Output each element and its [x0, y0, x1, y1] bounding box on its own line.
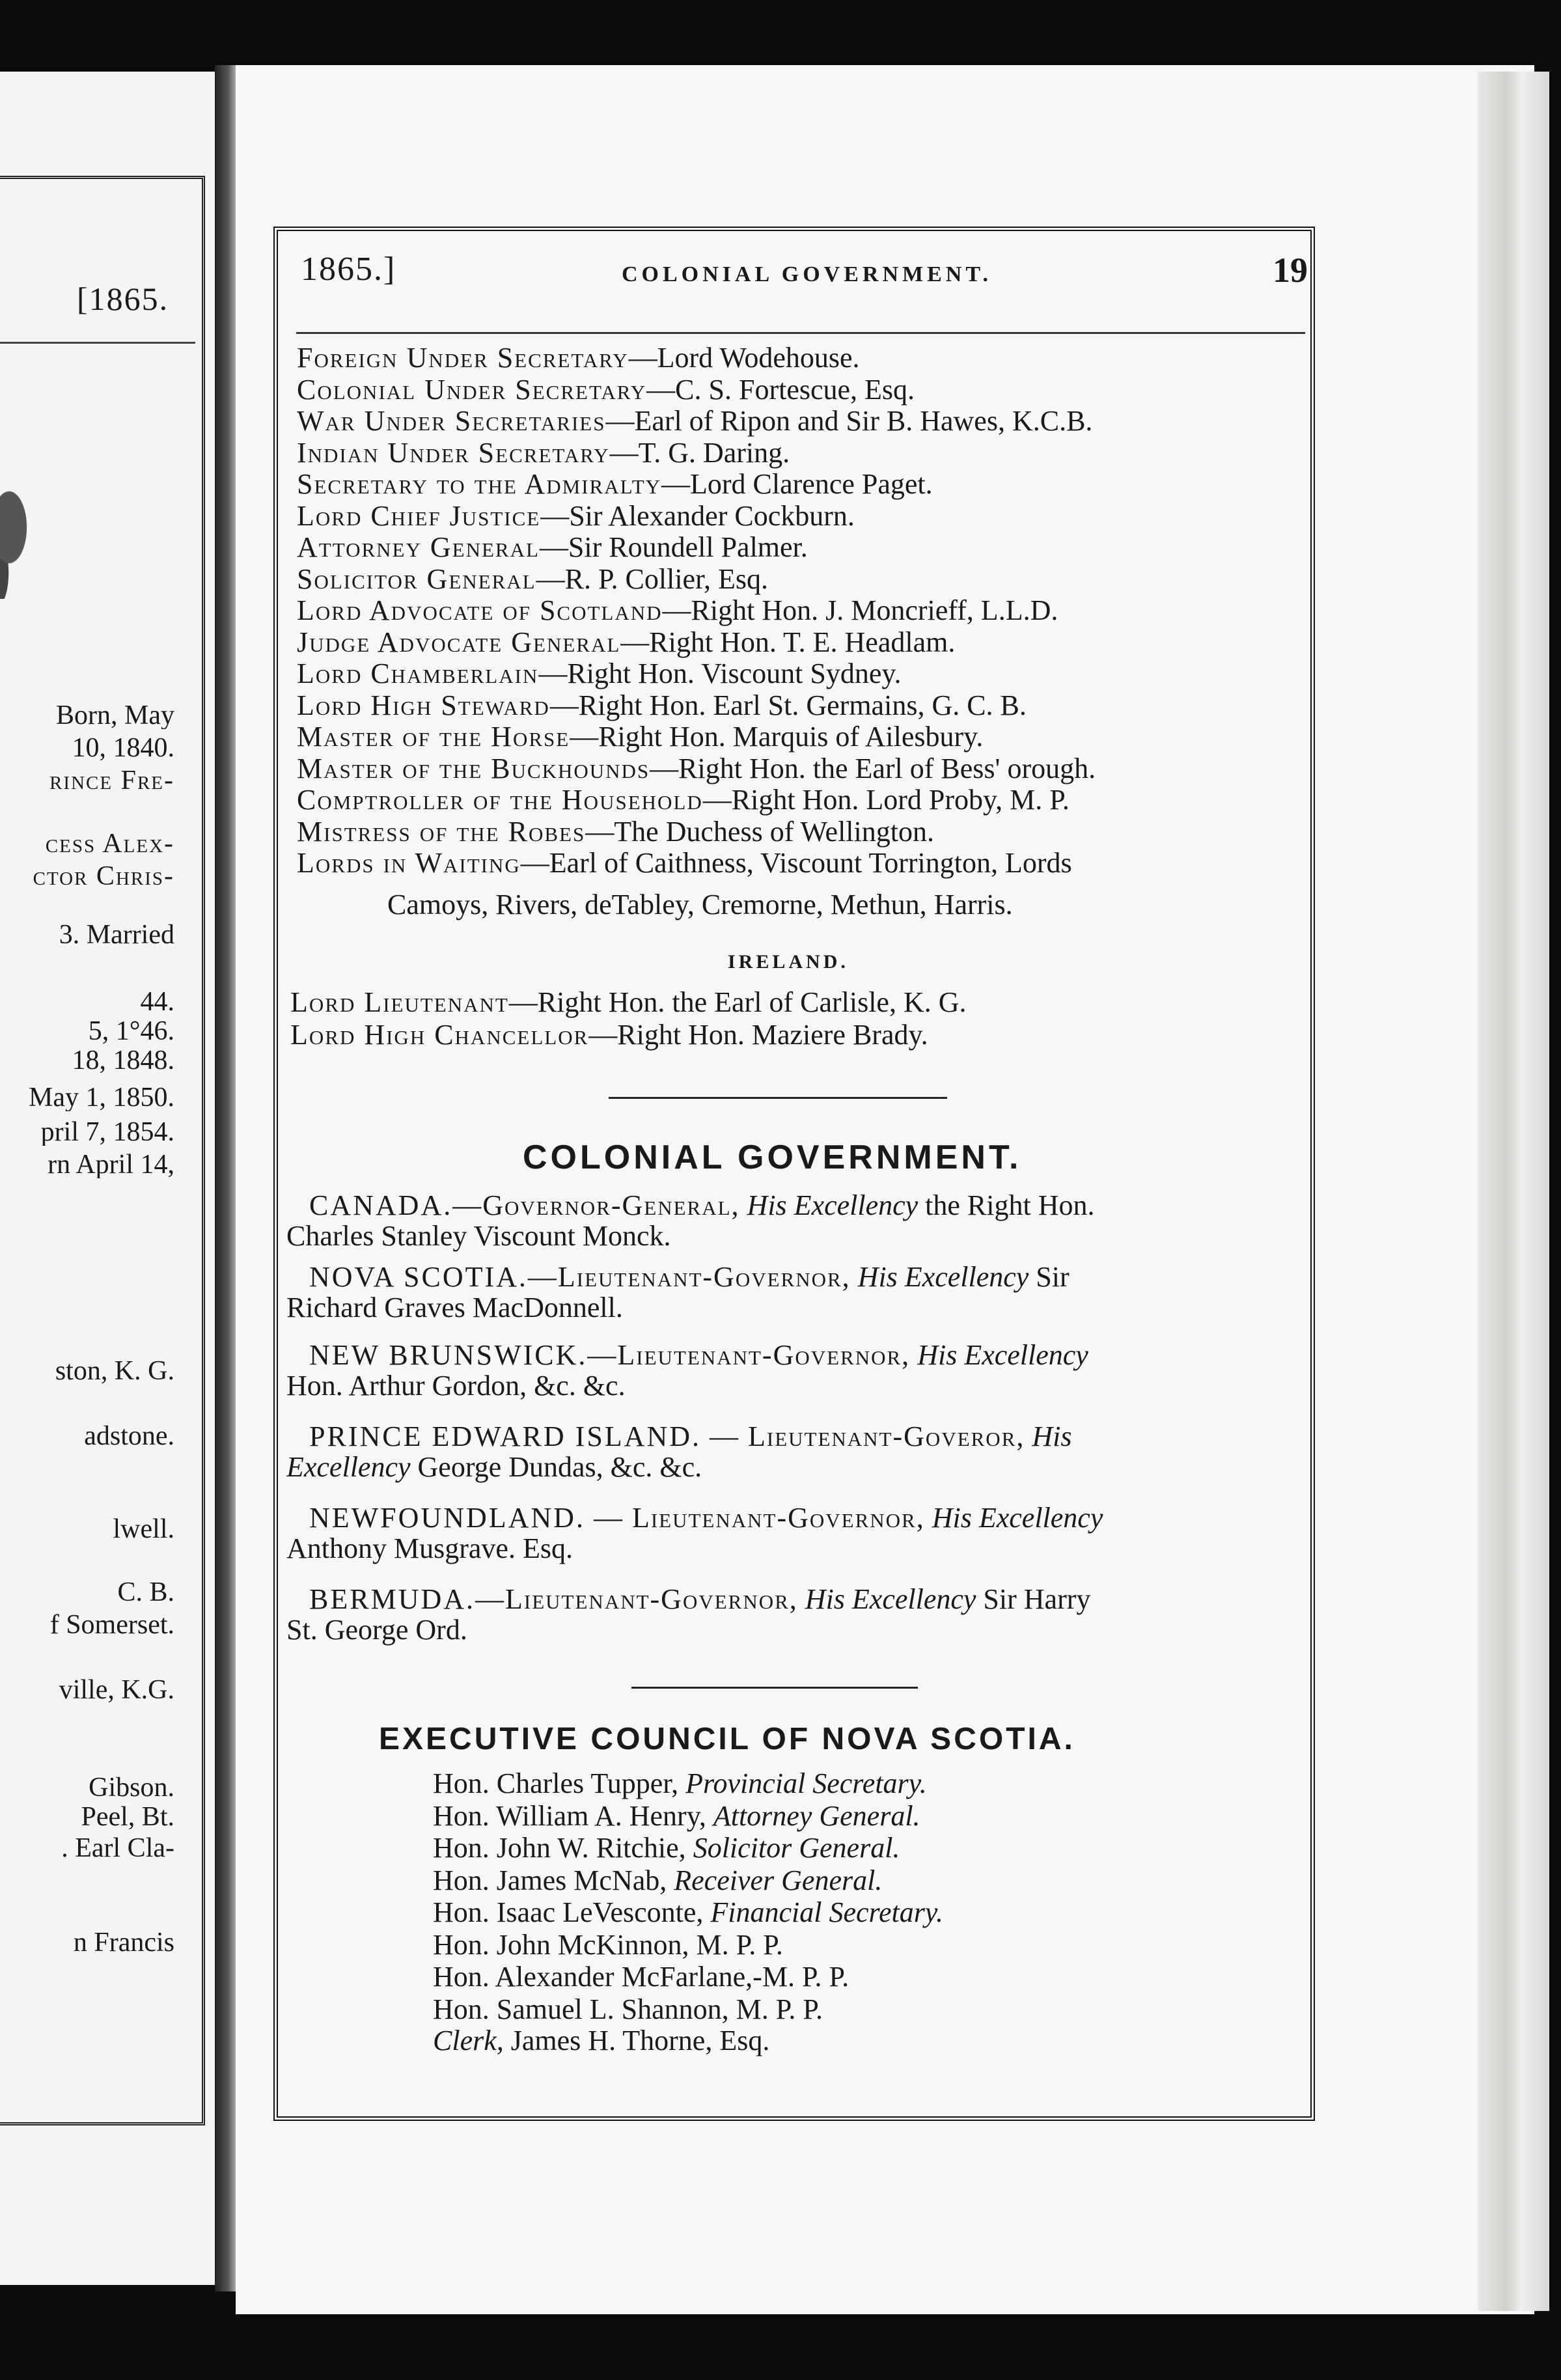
previous-page-line: n Francis	[73, 1929, 174, 1956]
member-role: Attorney General.	[713, 1800, 920, 1832]
council-member	[433, 1802, 920, 1831]
office-holder: —Earl of Caithness, Viscount Torrington, Lords	[520, 847, 1072, 879]
colony-rest: the Right Hon.	[925, 1189, 1095, 1221]
member-role: Receiver General.	[674, 1864, 883, 1896]
official-entry	[297, 691, 1027, 720]
colony-governor: St. George Ord.	[286, 1614, 467, 1646]
office-holder: —Right Hon. T. E. Headlam.	[620, 626, 956, 658]
colony-entry	[309, 1263, 1295, 1292]
colony-style: His Excellency	[932, 1502, 1103, 1534]
member-name: Hon. James McNab,	[433, 1864, 667, 1896]
colony-style: His Excellency	[917, 1339, 1088, 1371]
office-title: Secretary to the Admiralty	[297, 468, 662, 500]
colony-entry-continued	[286, 1453, 702, 1482]
office-title: Indian Under Secretary	[297, 437, 610, 469]
official-entry	[297, 439, 790, 467]
member-role: Solicitor General.	[693, 1832, 900, 1864]
office-title: Solicitor General	[297, 563, 536, 595]
council-member	[433, 1931, 783, 1959]
colony-governor: Anthony Musgrave. Esq.	[286, 1532, 573, 1564]
colony-name: NOVA SCOTIA.	[309, 1261, 528, 1293]
office-holder: —Right Hon. Viscount Sydney.	[538, 657, 902, 689]
colony-office: —Lieutenant-Governor,	[475, 1583, 798, 1615]
clerk-line	[433, 2027, 769, 2055]
office-title: Master of the Buckhounds	[297, 753, 650, 784]
ireland-entry	[290, 988, 967, 1017]
colony-office: —Lieutenant-Governor,	[587, 1339, 911, 1371]
council-member	[433, 1995, 823, 2024]
colony-style: His Excellency	[747, 1189, 919, 1221]
previous-page-line: Peel, Bt.	[81, 1803, 174, 1831]
council-member	[433, 1866, 882, 1895]
official-entry	[297, 407, 1092, 436]
office-title: Colonial Under Secretary	[297, 374, 647, 406]
running-head-year: 1865.]	[301, 251, 396, 288]
running-head-title: COLONIAL GOVERNMENT.	[622, 262, 992, 286]
official-entry	[297, 659, 902, 688]
previous-page-line: ston, K. G.	[55, 1357, 174, 1385]
official-entry	[297, 628, 955, 657]
office-title: Attorney General	[297, 531, 540, 563]
official-entry	[297, 596, 1058, 625]
office-holder: —Sir Roundell Palmer.	[539, 531, 808, 563]
council-member	[433, 1769, 927, 1798]
previous-page-line: 10, 1840.	[72, 734, 174, 762]
colony-office: — Lieutenant-Governor,	[585, 1502, 925, 1534]
ireland-entry	[290, 1021, 928, 1049]
previous-page-line: 5, 1°46.	[88, 1017, 174, 1045]
colony-name: NEWFOUNDLAND.	[309, 1502, 585, 1534]
colony-rest: Sir Harry	[983, 1583, 1091, 1615]
member-role: Financial Secretary.	[710, 1896, 943, 1928]
previous-page-line: ville, K.G.	[59, 1676, 174, 1704]
office-holder: —Right Hon. Lord Proby, M. P.	[702, 784, 1070, 816]
office-holder: —Lord Wodehouse.	[628, 342, 860, 374]
officials-continuation: Camoys, Rivers, deTabley, Cremorne, Methun, Harris.	[387, 889, 1013, 920]
office-holder: —The Duchess of Wellington.	[585, 816, 934, 848]
office-title: Lord Chamberlain	[297, 657, 539, 689]
office-holder: —T. G. Daring.	[609, 437, 790, 469]
previous-page-line: pril 7, 1854.	[40, 1118, 174, 1146]
previous-page-line: . Earl Cla-	[61, 1834, 174, 1862]
colony-entry	[309, 1191, 1295, 1220]
member-name: Hon. John McKinnon, M. P. P.	[433, 1929, 783, 1961]
ireland-heading: IRELAND.	[728, 951, 849, 973]
council-member	[433, 1963, 849, 1991]
office-title: Master of the Horse	[297, 721, 570, 753]
office-holder: —Right Hon. the Earl of Bess' orough.	[650, 753, 1096, 784]
colony-rest: Sir	[1036, 1261, 1070, 1293]
official-entry	[297, 723, 983, 751]
colony-style: His Excellency	[857, 1261, 1029, 1293]
previous-page-line: 3. Married	[59, 921, 174, 948]
official-entry	[297, 344, 860, 372]
previous-page-line: 18, 1848.	[72, 1047, 174, 1074]
office-title: Comptroller of the Household	[297, 784, 703, 816]
member-name: Hon. Samuel L. Shannon, M. P. P.	[433, 1993, 823, 2025]
colony-style: His	[1032, 1420, 1072, 1452]
clerk-label: Clerk,	[433, 2025, 504, 2056]
previous-page-line: cess Alex-	[45, 830, 174, 857]
office-holder: —Right Hon. the Earl of Carlisle, K. G.	[508, 986, 967, 1018]
colony-entry	[309, 1422, 1295, 1451]
member-name: Hon. Isaac LeVesconte,	[433, 1896, 704, 1928]
previous-page-line: rn April 14,	[48, 1151, 174, 1178]
clerk-name: James H. Thorne, Esq.	[510, 2025, 770, 2056]
office-holder: —R. P. Collier, Esq.	[536, 563, 768, 595]
office-title: Judge Advocate General	[297, 626, 621, 658]
section-rule	[631, 1687, 918, 1689]
office-title: Foreign Under Secretary	[297, 342, 629, 374]
previous-page-line: C. B.	[117, 1579, 174, 1606]
council-member	[433, 1898, 943, 1927]
section-rule	[609, 1097, 947, 1099]
previous-page-line: 44.	[140, 988, 174, 1016]
colony-style-continued: Excellency	[286, 1451, 411, 1483]
council-member	[433, 1834, 900, 1862]
executive-council-heading: EXECUTIVE COUNCIL OF NOVA SCOTIA.	[379, 1722, 1075, 1756]
colony-name: PRINCE EDWARD ISLAND.	[309, 1420, 701, 1452]
official-entry	[297, 565, 768, 594]
previous-page-line: Born, May	[56, 702, 174, 729]
previous-page-line: May 1, 1850.	[29, 1084, 174, 1111]
previous-page-line: rince Fre-	[49, 767, 174, 794]
official-entry	[297, 533, 808, 562]
office-title: Lord Lieutenant	[290, 986, 509, 1018]
member-role: Provincial Secretary.	[685, 1767, 927, 1799]
office-title: War Under Secretaries	[297, 405, 606, 437]
colony-entry-continued	[286, 1294, 623, 1322]
colony-office: —Governor-General,	[452, 1189, 740, 1221]
office-title: Lord High Steward	[297, 689, 550, 721]
office-holder: —Right Hon. Earl St. Germains, G. C. B.	[549, 689, 1027, 721]
office-holder: —Sir Alexander Cockburn.	[540, 500, 855, 532]
colony-entry	[309, 1341, 1295, 1370]
previous-page-line: f Somerset.	[49, 1611, 174, 1639]
colony-entry-continued	[286, 1616, 467, 1644]
office-title: Lord Chief Justice	[297, 500, 541, 532]
official-entry	[297, 470, 933, 499]
office-title: Lord Advocate of Scotland	[297, 594, 663, 626]
page-edges	[1478, 72, 1549, 2311]
office-holder: —Right Hon. J. Moncrieff, L.L.D.	[662, 594, 1058, 626]
colony-governor: George Dundas, &c. &c.	[417, 1451, 702, 1483]
colony-governor: Charles Stanley Viscount Monck.	[286, 1220, 671, 1252]
office-title: Mistress of the Robes	[297, 816, 586, 848]
colony-entry-continued	[286, 1222, 670, 1251]
colony-entry	[309, 1585, 1295, 1614]
colony-office: — Lieutenant-Goveror,	[701, 1420, 1025, 1452]
official-entry	[297, 818, 934, 846]
office-holder: —Right Hon. Maziere Brady.	[588, 1019, 928, 1051]
previous-page-rule	[0, 342, 195, 344]
official-entry	[297, 502, 855, 531]
previous-page-year: [1865.	[77, 281, 169, 317]
colony-entry-continued	[286, 1534, 573, 1563]
office-holder: —Lord Clarence Paget.	[661, 468, 933, 500]
previous-page-line: lwell.	[113, 1515, 174, 1543]
colony-entry	[309, 1504, 1295, 1532]
office-holder: —Right Hon. Marquis of Ailesbury.	[570, 721, 984, 753]
official-entry	[297, 849, 1072, 878]
office-holder: —C. S. Fortescue, Esq.	[646, 374, 915, 406]
office-holder: —Earl of Ripon and Sir B. Hawes, K.C.B.	[605, 405, 1093, 437]
ornament-image	[0, 469, 33, 599]
previous-page-line: Gibson.	[89, 1774, 174, 1801]
colonial-heading: COLONIAL GOVERNMENT.	[523, 1139, 1022, 1176]
office-title: Lords in Waiting	[297, 847, 521, 879]
office-title: Lord High Chancellor	[290, 1019, 589, 1051]
previous-page-line: adstone.	[84, 1422, 174, 1450]
page-number: 19	[1273, 251, 1308, 290]
colony-governor: Richard Graves MacDonnell.	[286, 1292, 623, 1323]
header-rule	[296, 332, 1305, 334]
colony-entry-continued	[286, 1372, 626, 1400]
official-entry	[297, 376, 915, 404]
colony-name: NEW BRUNSWICK.	[309, 1339, 588, 1371]
member-name: Hon. William A. Henry,	[433, 1800, 706, 1832]
colony-name: BERMUDA.	[309, 1583, 476, 1615]
colony-office: —Lieutenant-Governor,	[527, 1261, 851, 1293]
member-name: Hon. John W. Ritchie,	[433, 1832, 686, 1864]
colony-name: CANADA.	[309, 1189, 453, 1221]
member-name: Hon. Alexander McFarlane,-M. P. P.	[433, 1961, 850, 1993]
official-entry	[297, 786, 1070, 814]
colony-style: His Excellency	[805, 1583, 976, 1615]
colony-governor: Hon. Arthur Gordon, &c. &c.	[286, 1370, 626, 1402]
previous-page-line: ctor Chris-	[33, 863, 174, 890]
official-entry	[297, 754, 1096, 783]
member-name: Hon. Charles Tupper,	[433, 1767, 679, 1799]
